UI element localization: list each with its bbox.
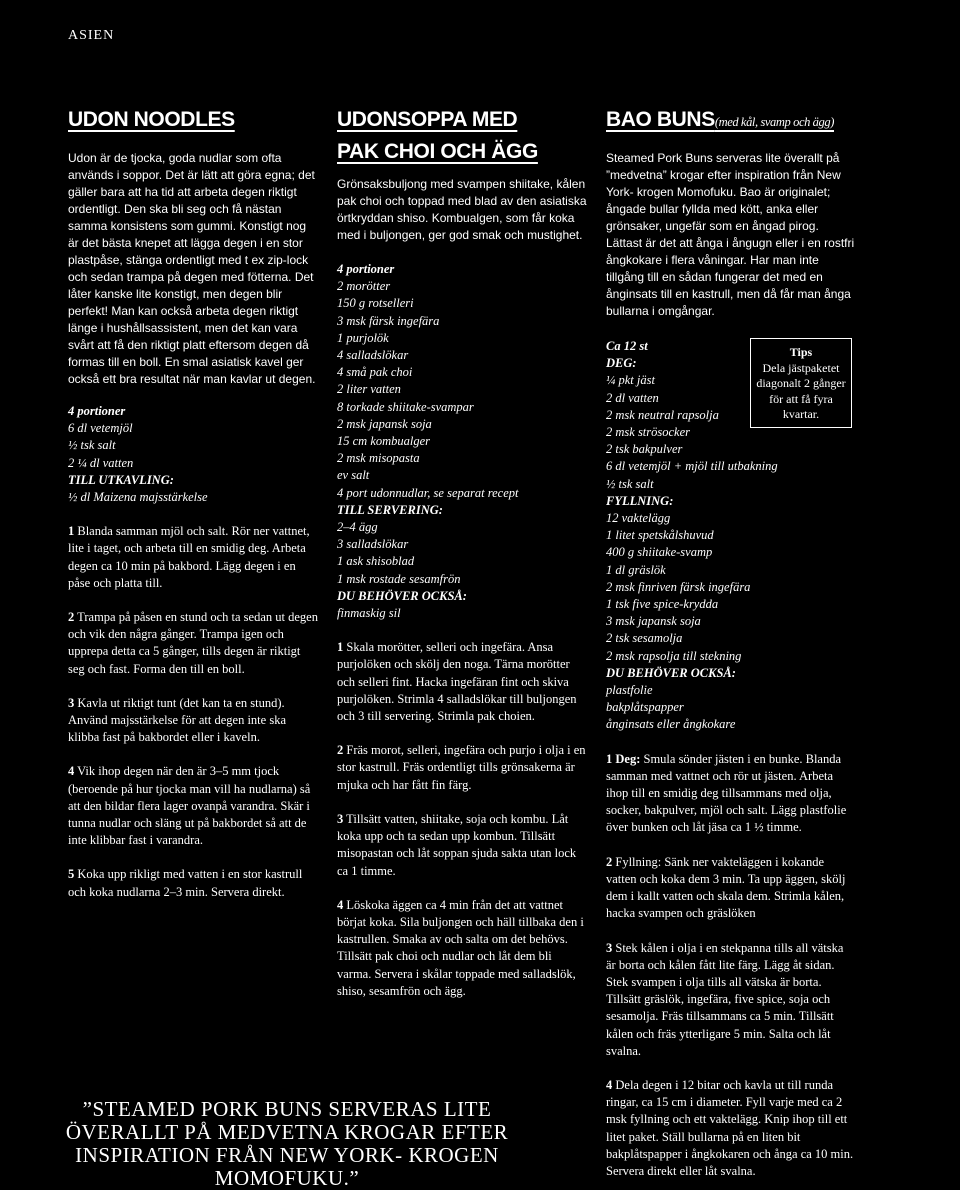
ingredient: 2 ¼ dl vatten bbox=[68, 455, 134, 470]
ingredient-list bbox=[68, 420, 320, 506]
ingredient-subheading: DU BEHÖVER OCKSÅ: bbox=[337, 588, 467, 603]
step: 2 Trampa på påsen en stund och ta sedan ut degen och vik den några gånger. Trampa igen och upprepa detta ca 5 gånger, tills degen är riktigt seg och fast. Forma den till en boll. bbox=[68, 610, 318, 676]
tips-title: Tips bbox=[789, 345, 813, 359]
ingredient: 3 msk färsk ingefära bbox=[337, 313, 440, 328]
recipe-udonsoppa bbox=[337, 104, 589, 1000]
ingredient: 1 ask shisoblad bbox=[337, 554, 415, 569]
ingredient: 2 tsk bakpulver bbox=[606, 442, 683, 457]
step: 4 Dela degen i 12 bitar och kavla ut till runda ringar, ca 15 cm i diameter. Fyll varje med ca 2 msk fyllning och ett vaktelägg. Knip ihop till ett litet paket. Ställ bullarna på en liten bit bakplåtspapper i ångkokaren och ånga ca 10 min. Servera direkt eller låt svalna. bbox=[606, 1077, 854, 1178]
ingredient-subheading: TILL SERVERING: bbox=[337, 502, 443, 517]
pull-quote: ”STEAMED PORK BUNS SERVERAS LITE ÖVERALLT PÅ MEDVETNA KROGAR EFTER INSPIRATION FRÅN NEW YORK- KROGEN MOMOFUKU.” bbox=[65, 1097, 509, 1190]
ingredient: 2 msk strösocker bbox=[606, 425, 691, 440]
recipe-intro: Udon är de tjocka, goda nudlar som ofta används i soppor. Det är lätt att göra egna; det gäller bara att ha tid att arbeta degen riktigt ordentligt. Den ska bli seg och få nästan samma konsistens som gummi. Konstigt nog är det bästa knepet att lägga degen i en stor plastpåse, stänga ordentligt med t ex zip-lock och sedan trampa på degen med fötterna. Det låter kanske lite konstigt, men degen blir perfekt! Man kan också arbeta degen riktigt länge i hushållsassistent, men det kan vara svårt att få den riktigt platt eftersom degen då formas till en boll. En smal asiatisk kavel ger också ett bra resultat när man kavlar ut degen. bbox=[68, 151, 316, 386]
step: 1 Skala morötter, selleri och ingefära. Ansa purjolöken och skölj den noga. Tärna morötter och selleri fint. Hacka ingefäran fint och skiva purjolöken. Strimla 4 salladslökar till buljongen och 3 till servering. Strimla pak choien. bbox=[337, 640, 577, 724]
ingredient: 2 liter vatten bbox=[337, 382, 401, 397]
recipe-title: BAO BUNS(med kål, svamp och ägg) bbox=[606, 108, 834, 131]
ingredient: 3 msk japansk soja bbox=[606, 614, 701, 629]
recipe-bao-buns bbox=[606, 104, 856, 1180]
ingredient: ånginsats eller ångkokare bbox=[606, 717, 736, 732]
step: 3 Stek kålen i olja i en stekpanna tills all vätska är borta och kålen fått lite färg. Lägg åt sidan. Stek svampen i olja tills all vätska är borta. Tillsätt gräslök, ingefära, five spice, soja och sesamolja. Fräs tillsammans ca 5 min. Tillsätt kålen och fräs ytterligare 5 min. Salta och låt svalna. bbox=[606, 940, 844, 1058]
step: 5 Koka upp rikligt med vatten i en stor kastrull och koka nudlarna 2–3 min. Servera direkt. bbox=[68, 867, 303, 899]
ingredient: finmaskig sil bbox=[337, 606, 401, 621]
recipe-title: UDONSOPPA MED PAK CHOI OCH ÄGG bbox=[337, 108, 538, 163]
ingredient: 2 tsk sesamolja bbox=[606, 631, 683, 646]
ingredient: 12 vaktelägg bbox=[606, 511, 671, 526]
ingredient-subheading: TILL UTKAVLING: bbox=[68, 472, 174, 487]
section-label: ASIEN bbox=[68, 28, 115, 43]
tips-box bbox=[750, 338, 852, 428]
ingredient: 8 torkade shiitake-svampar bbox=[337, 399, 474, 414]
ingredient-subheading: FYLLNING: bbox=[606, 493, 674, 508]
step: 2 Fräs morot, selleri, ingefära och purjo i olja i en stor kastrull. Fräs ordentligt tills grönsakerna är mjuka och har fått fin färg. bbox=[337, 743, 586, 792]
ingredient: ¼ pkt jäst bbox=[606, 373, 655, 388]
ingredient: 2 msk finriven färsk ingefära bbox=[606, 579, 751, 594]
ingredient: 2–4 ägg bbox=[337, 520, 378, 535]
ingredient: 6 dl vetemjöl + mjöl till utbakning bbox=[606, 459, 778, 474]
step: 3 Tillsätt vatten, shiitake, soja och kombu. Låt koka upp och ta sedan upp kombun. Tillsätt misopastan och låt soppan sjuda sakta utan lock ca 1 timme. bbox=[337, 811, 577, 878]
ingredient: 400 g shiitake-svamp bbox=[606, 545, 713, 560]
portions: 4 portioner bbox=[68, 404, 126, 418]
step: 1 Deg: Smula sönder jästen i en bunke. Blanda samman med vattnet och rör ut jästen. Arbeta ihop till en smidig deg tillsammans med olja, socker, bakpulver, mjöl och salt. Lägg plastfolie över bunken och låt jäsa ca 1 ½ timme. bbox=[606, 751, 847, 835]
ingredient: 2 morötter bbox=[337, 279, 391, 294]
portions: 4 portioner bbox=[337, 262, 395, 276]
ingredient: 2 msk rapsolja till stekning bbox=[606, 648, 742, 663]
tips-text: Dela jästpaketet diagonalt 2 gånger för att få fyra kvartar. bbox=[756, 360, 846, 421]
ingredient: 4 port udonnudlar, se separat recept bbox=[337, 485, 519, 500]
ingredient: 1 msk rostade sesamfrön bbox=[337, 571, 461, 586]
ingredient: plastfolie bbox=[606, 683, 653, 698]
ingredient: 4 salladslökar bbox=[337, 348, 409, 363]
step: 3 Kavla ut riktigt tunt (det kan ta en stund). Använd majsstärkelse för att degen inte ska klibba fast på bakbordet eller i kaveln. bbox=[68, 695, 286, 745]
ingredient: ½ tsk salt bbox=[606, 476, 654, 491]
ingredient-subheading: DEG: bbox=[606, 356, 637, 371]
recipe-udon-noodles bbox=[68, 104, 320, 901]
step: 2 Fyllning: Sänk ner vakteläggen i kokande vatten och koka dem 3 min. Ta upp äggen, skölj dem i kallt vatten och skala dem. Strimla kålen, hacka svampen och gräslöken bbox=[606, 854, 846, 921]
recipe-title-sub: (med kål, svamp och ägg) bbox=[714, 115, 834, 129]
recipe-intro: Steamed Pork Buns serveras lite överallt på ”medvetna” krogar efter inspiration från New York- krogen Momofuku. Bao är originalet; ångade bullar fyllda med kött, anka eller grönsaker, ungefär som en ångad pirog. Lättast är det att ånga i ångugn eller i en rostfri ångkokare i flera våningar. Har man inte tillgång till en sådan fungerar det med en ånginsats till en kastrull, men då får man ånga bullarna i omgångar. bbox=[606, 151, 855, 318]
ingredient: bakplåtspapper bbox=[606, 700, 684, 715]
ingredient: 1 litet spetskålshuvud bbox=[606, 528, 714, 543]
ingredient: ½ tsk salt bbox=[68, 438, 116, 453]
ingredient: ev salt bbox=[337, 468, 370, 483]
portions: Ca 12 st bbox=[606, 339, 648, 353]
ingredient-list bbox=[337, 278, 589, 622]
step: 4 Löskoka äggen ca 4 min från det att vattnet börjat koka. Sila buljongen och häll tillbaka den i kastrullen. Smaka av och salta om det behövs. Tillsätt pak choi och nudlar och låt dem bli varma. Servera i skålar toppade med salladslök, shiso, sesamfrön och ägg. bbox=[337, 897, 584, 998]
ingredient: 2 msk japansk soja bbox=[337, 416, 432, 431]
ingredient: 2 msk neutral rapsolja bbox=[606, 407, 719, 422]
ingredient: 15 cm kombualger bbox=[337, 434, 431, 449]
ingredient: 2 dl vatten bbox=[606, 390, 659, 405]
ingredient: ½ dl Maizena majsstärkelse bbox=[68, 490, 208, 505]
step: 1 Blanda samman mjöl och salt. Rör ner vattnet, lite i taget, och arbeta till en smidig deg. Arbeta degen ca 10 min på bakbord. Lägg degen i en påse och platta till. bbox=[68, 524, 310, 590]
recipe-title: UDON NOODLES bbox=[68, 108, 235, 131]
ingredient: 3 salladslökar bbox=[337, 537, 409, 552]
ingredient: 150 g rotselleri bbox=[337, 296, 414, 311]
ingredient: 4 små pak choi bbox=[337, 365, 413, 380]
ingredient: 1 purjolök bbox=[337, 330, 389, 345]
step: 4 Vik ihop degen när den är 3–5 mm tjock (beroende på hur tjocka man vill ha nudlarna) så att den bildar flera lager ovanpå varandra. Skär i tunna nudlar och släng ut på bakbordet så att de inte klibbar fast i varandra. bbox=[68, 764, 311, 848]
recipe-intro: Grönsaksbuljong med svampen shiitake, kålen pak choi och toppad med blad av den asiatiska örtkryddan shiso. Kombualgen, som får koka med i buljongen, ger god smak och mustighet. bbox=[337, 177, 587, 242]
ingredient: 1 dl gräslök bbox=[606, 562, 666, 577]
ingredient: 1 tsk five spice-krydda bbox=[606, 597, 719, 612]
ingredient-subheading: DU BEHÖVER OCKSÅ: bbox=[606, 665, 736, 680]
ingredient: 2 msk misopasta bbox=[337, 451, 420, 466]
ingredient: 6 dl vetemjöl bbox=[68, 421, 133, 436]
